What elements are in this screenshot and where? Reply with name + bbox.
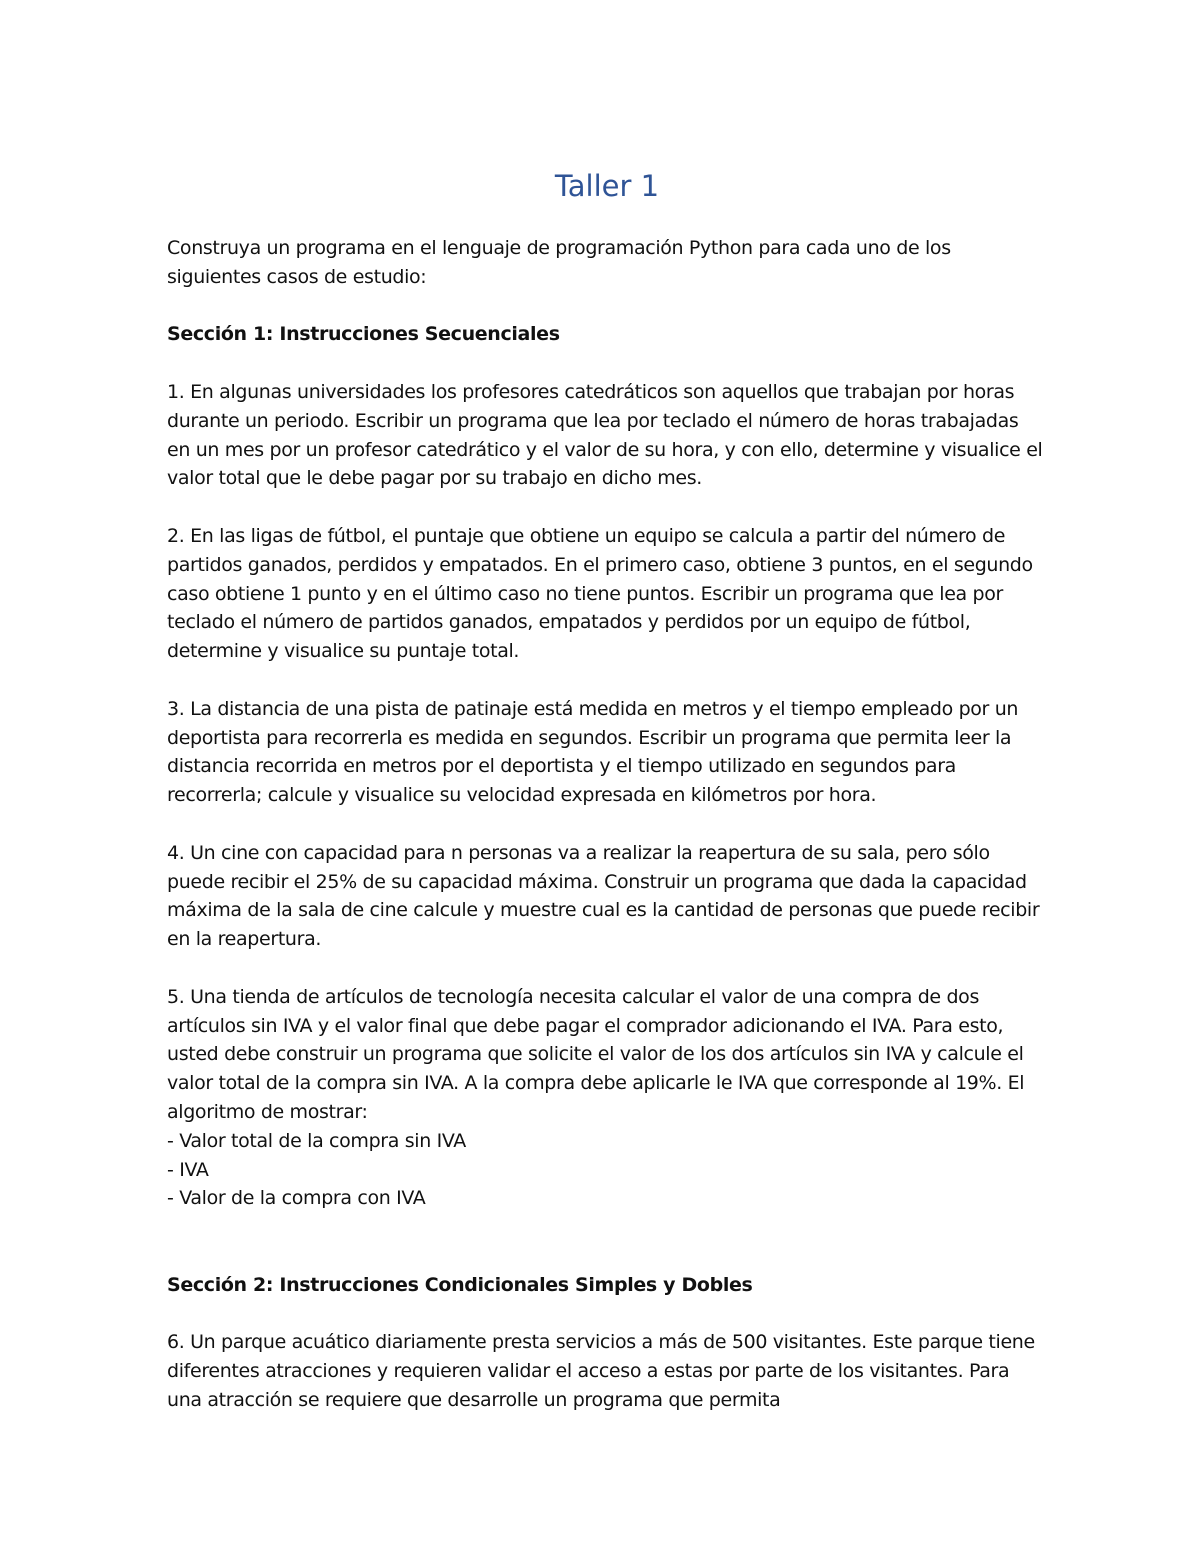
exercise-5: 5. Una tienda de artículos de tecnología necesita calcular el valor de una compra de dos artículos sin IVA y el valor final que debe pagar el comprador adicionando el IVA. Para esto, usted debe construir un programa que solicite el valor de los dos artículos sin IVA y calcule el valor total de la compra sin IVA. A la compra debe aplicarle le IVA que corresponde al 19%. El algoritmo de mostrar: [167, 985, 1025, 1123]
list-item: - IVA [167, 1158, 209, 1181]
section-1-heading: Sección 1: Instrucciones Secuenciales [167, 323, 560, 346]
exercise-1: 1. En algunas universidades los profesores catedráticos son aquellos que trabajan por horas durante un periodo. Escribir un programa que lea por teclado el número de horas trabajadas en un mes por un profesor catedrático y el valor de su hora, y con ello, determine y visualice el valor total que le debe pagar por su trabajo en dicho mes. [167, 380, 1043, 490]
exercise-5-output-list [167, 1127, 1047, 1213]
list-item: - Valor de la compra con IVA [167, 1187, 426, 1210]
document-title: Taller 1 [554, 169, 660, 203]
exercise-6: 6. Un parque acuático diariamente presta servicios a más de 500 visitantes. Este parque tiene diferentes atracciones y requieren validar el acceso a estas por parte de los visitantes. Para una atracción se requiere que desarrolle un programa que permita [167, 1331, 1035, 1411]
section-2-heading: Sección 2: Instrucciones Condicionales Simples y Dobles [167, 1273, 753, 1296]
intro-paragraph: Construya un programa en el lenguaje de programación Python para cada uno de los siguientes casos de estudio: [167, 237, 951, 288]
exercise-4: 4. Un cine con capacidad para n personas va a realizar la reapertura de su sala, pero sólo puede recibir el 25% de su capacidad máxima. Construir un programa que dada la capacidad máxima de la sala de cine calcule y muestre cual es la cantidad de personas que puede recibir en la reapertura. [167, 841, 1040, 951]
list-item: - Valor total de la compra sin IVA [167, 1129, 466, 1152]
exercise-2: 2. En las ligas de fútbol, el puntaje que obtiene un equipo se calcula a partir del número de partidos ganados, perdidos y empatados. En el primero caso, obtiene 3 puntos, en el segundo caso obtiene 1 punto y en el último caso no tiene puntos. Escribir un programa que lea por teclado el número de partidos ganados, empatados y perdidos por un equipo de fútbol, determine y visualice su puntaje total. [167, 524, 1033, 663]
exercise-3: 3. La distancia de una pista de patinaje está medida en metros y el tiempo empleado por un deportista para recorrerla es medida en segundos. Escribir un programa que permita leer la distancia recorrida en metros por el deportista y el tiempo utilizado en segundos para recorrerla; calcule y visualice su velocidad expresada en kilómetros por hora. [167, 697, 1019, 807]
document-content [167, 160, 1047, 1443]
